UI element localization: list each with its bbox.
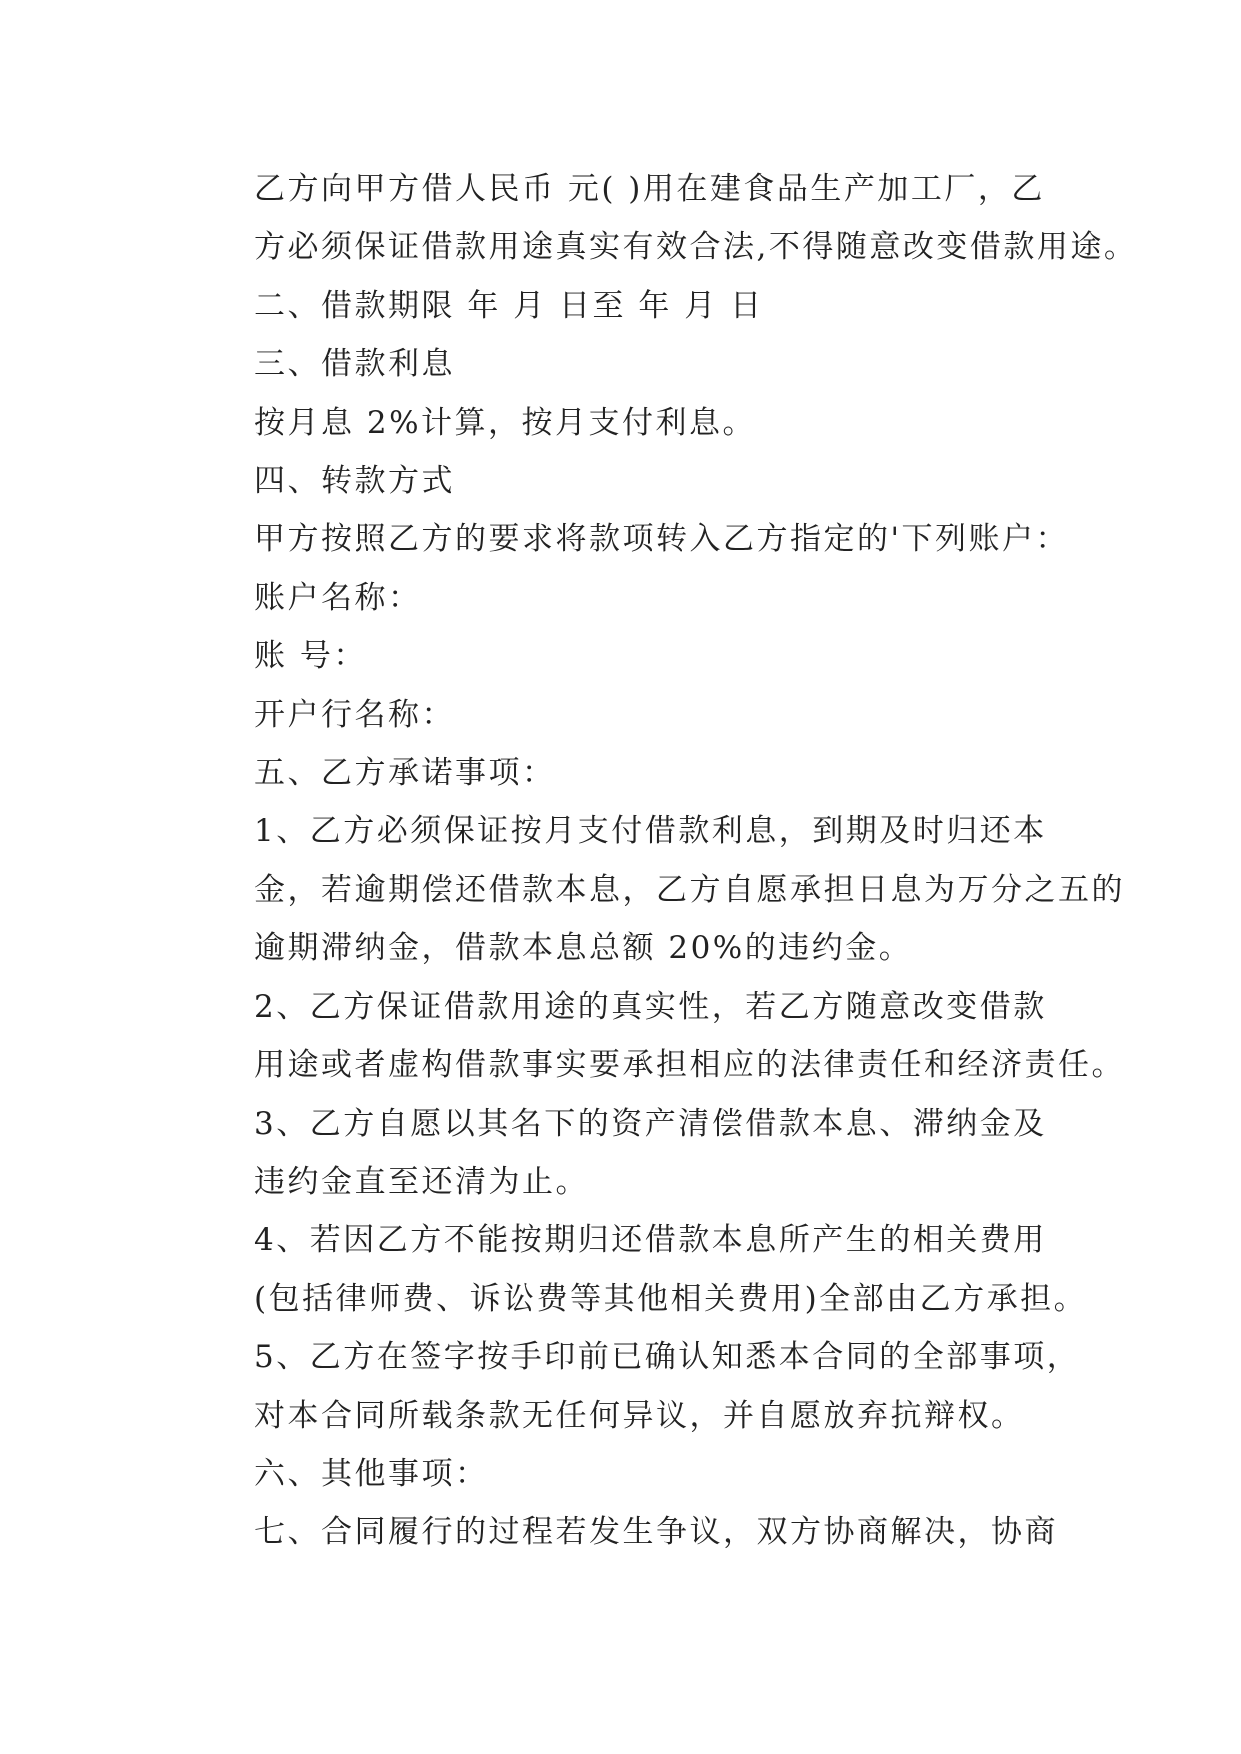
text-line: 二、借款期限 年 月 日至 年 月 日 — [254, 287, 764, 324]
text-line: 金，若逾期偿还借款本息，乙方自愿承担日息为万分之五的 — [254, 871, 1125, 908]
text-line: 按月息 2%计算，按月支付利息。 — [254, 404, 757, 441]
text-line: 七、合同履行的过程若发生争议，双方协商解决，协商 — [254, 1514, 1058, 1551]
text-line: 四、转款方式 — [254, 463, 455, 500]
heading-loan-interest — [190, 335, 1090, 393]
commitment-item-5 — [190, 1328, 1090, 1445]
text-line: 用途或者虚构借款事实要承担相应的法律责任和经济责任。 — [254, 1047, 1125, 1084]
text-line: 六、其他事项： — [254, 1455, 489, 1492]
text-line: 五、乙方承诺事项： — [254, 755, 556, 792]
text-line: 违约金直至还清为止。 — [254, 1163, 589, 1200]
text-line: 三、借款利息 — [254, 346, 455, 383]
heading-transfer-method — [190, 452, 1090, 510]
commitment-item-2 — [190, 978, 1125, 1095]
text-line: 甲方按照乙方的要求将款项转入乙方指定的'下列账户： — [254, 521, 1070, 558]
commitment-item-4 — [190, 1211, 1090, 1328]
paragraph-loan-purpose — [190, 160, 1138, 277]
text-line: 4、若因乙方不能按期归还借款本息所产生的相关费用 — [254, 1222, 1047, 1259]
paragraph-transfer-instructions — [190, 510, 1090, 568]
text-line: 2、乙方保证借款用途的真实性，若乙方随意改变借款 — [254, 988, 1047, 1025]
text-line: (包括律师费、诉讼费等其他相关费用)全部由乙方承担。 — [254, 1280, 1088, 1317]
text-line: 5、乙方在签字按手印前已确认知悉本合同的全部事项， — [254, 1339, 1081, 1376]
paragraph-interest-rate — [190, 394, 1090, 452]
commitment-item-1 — [190, 802, 1125, 977]
text-line: 3、乙方自愿以其名下的资产清偿借款本息、滞纳金及 — [254, 1105, 1047, 1142]
text-line: 开户行名称： — [254, 696, 455, 733]
text-line: 乙方向甲方借人民币 元( )用在建食品生产加工厂，乙 — [254, 171, 1045, 207]
text-line: 逾期滞纳金，借款本息总额 20%的违约金。 — [254, 930, 913, 967]
paragraph-dispute-resolution — [190, 1503, 1090, 1561]
heading-other-matters — [190, 1445, 1090, 1503]
text-line: 账户名称： — [254, 579, 422, 616]
heading-commitments — [190, 744, 1090, 802]
text-line: 1、乙方必须保证按月支付借款利息，到期及时归还本 — [254, 813, 1047, 850]
field-account-name — [190, 569, 1090, 627]
text-line: 账 号： — [254, 638, 367, 675]
commitment-item-3 — [190, 1095, 1090, 1212]
field-bank-name — [190, 686, 1090, 744]
field-account-number — [190, 627, 1090, 685]
contract-body — [190, 160, 1138, 1562]
text-line: 对本合同所载条款无任何异议，并自愿放弃抗辩权。 — [254, 1397, 1025, 1434]
heading-loan-term — [190, 277, 1090, 335]
text-line: 方必须保证借款用途真实有效合法,不得随意改变借款用途。 — [254, 229, 1138, 266]
